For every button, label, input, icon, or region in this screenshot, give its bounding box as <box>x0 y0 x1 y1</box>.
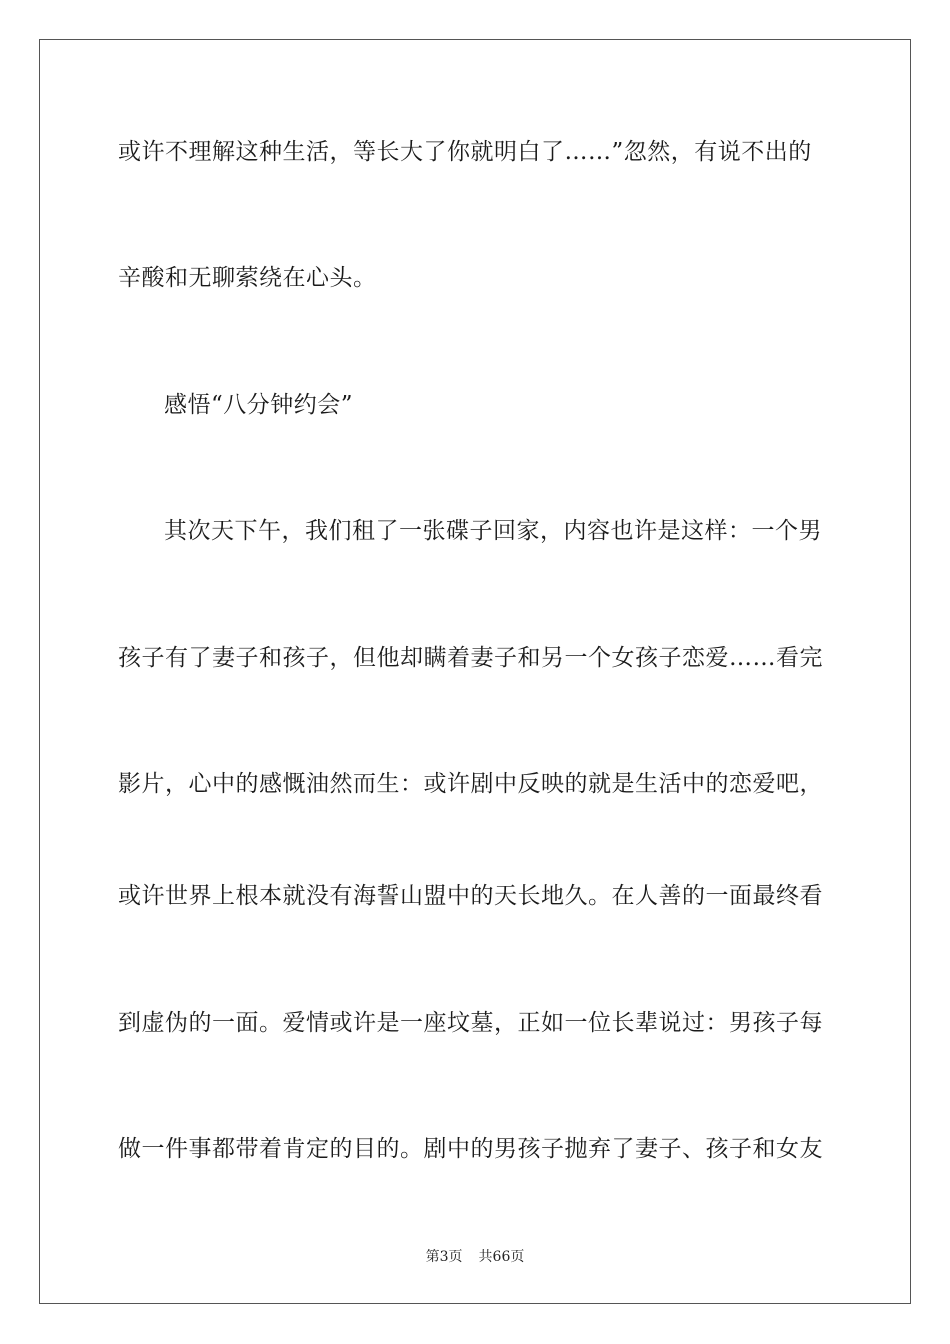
text-line-2: 辛酸和无聊萦绕在心头。 <box>118 265 377 291</box>
page-number: 第3页 <box>425 1249 463 1265</box>
section-heading: 感悟“八分钟约会” <box>164 392 354 418</box>
text-line-5: 孩子有了妻子和孩子，但他却瞒着妻子和另一个女孩子恋爱……看完 <box>118 645 823 671</box>
text-line-1: 或许不理解这种生活，等长大了你就明白了……”忽然，有说不出的 <box>118 139 812 165</box>
text-line-8: 到虚伪的一面。爱情或许是一座坟墓，正如一位长辈说过：男孩子每 <box>118 1010 823 1036</box>
page-total: 共66页 <box>478 1249 525 1265</box>
text-line-6: 影片，心中的感慨油然而生：或许剧中反映的就是生活中的恋爱吧， <box>118 771 823 797</box>
text-line-9: 做一件事都带着肯定的目的。剧中的男孩子抛弃了妻子、孩子和女友 <box>118 1136 823 1162</box>
text-line-7: 或许世界上根本就没有海誓山盟中的天长地久。在人善的一面最终看 <box>118 883 823 909</box>
page-footer <box>0 1248 950 1266</box>
text-line-4: 其次天下午，我们租了一张碟子回家，内容也许是这样：一个男 <box>164 518 822 544</box>
